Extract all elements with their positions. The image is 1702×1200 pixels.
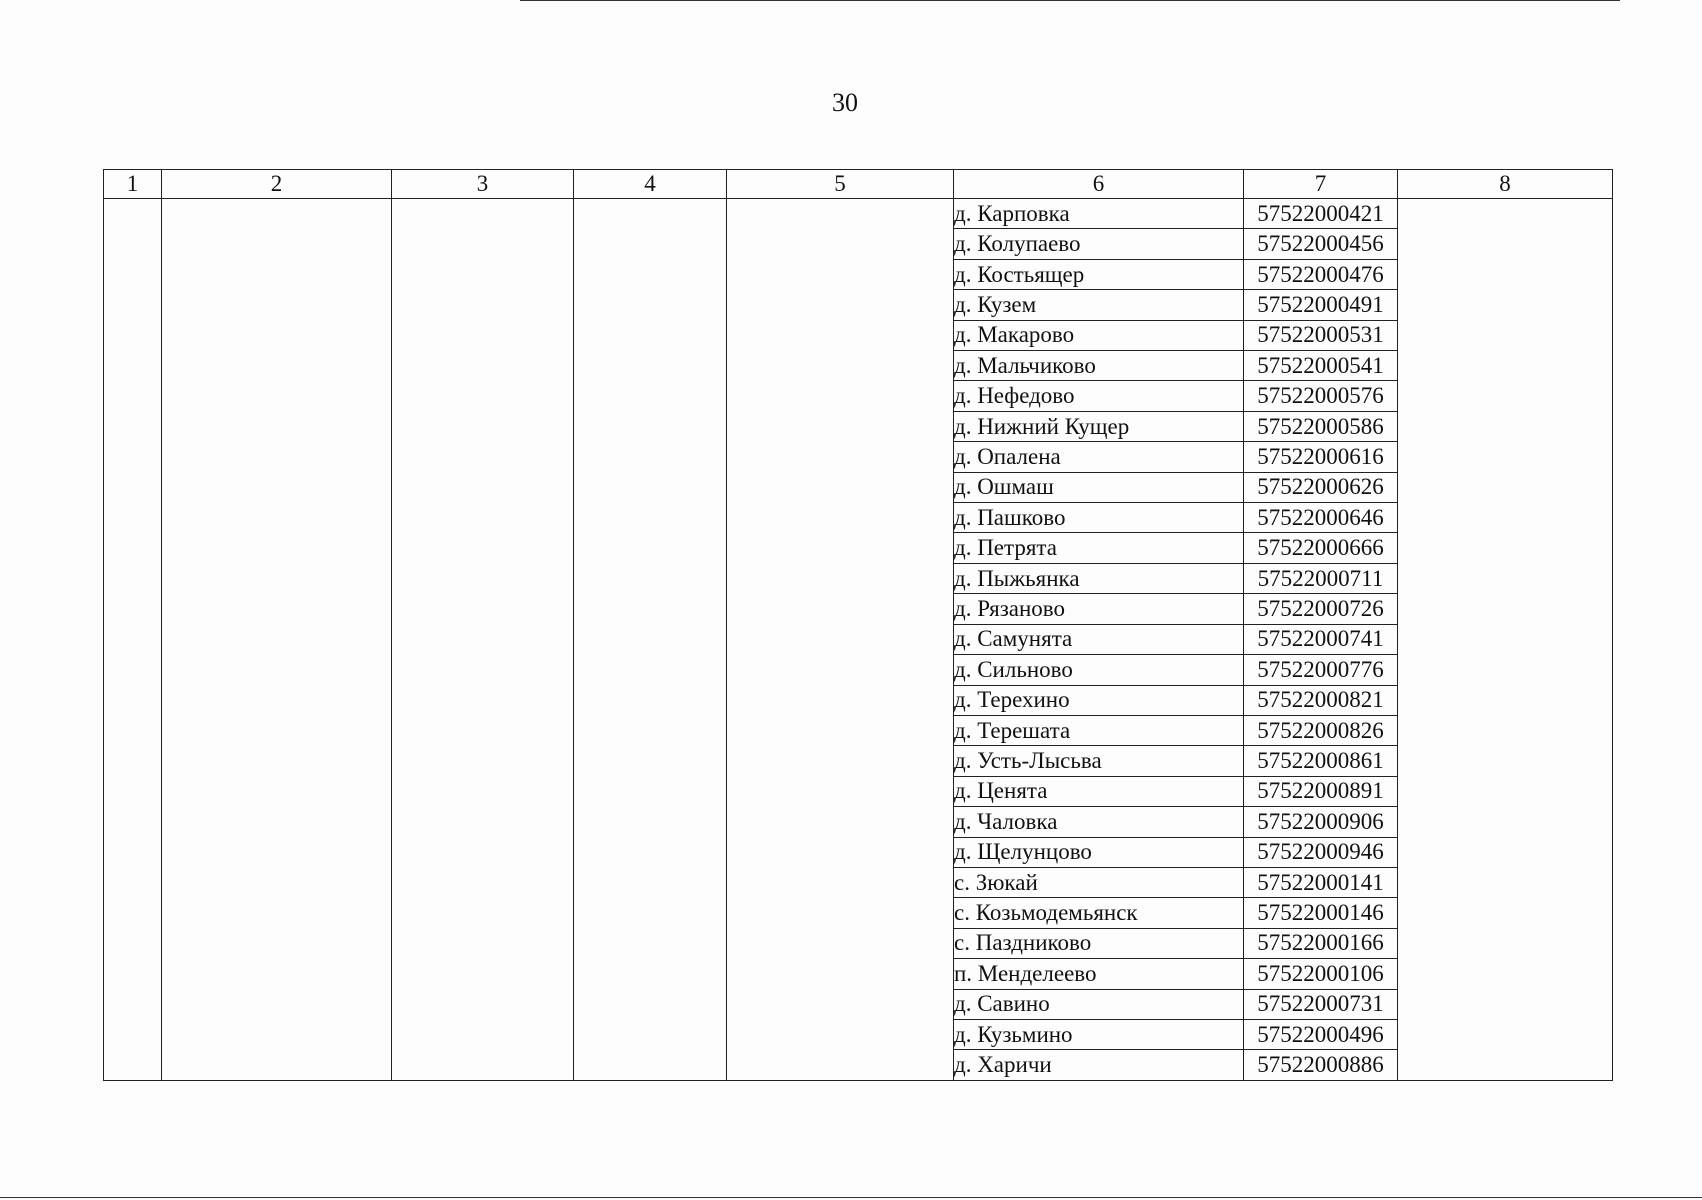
settlement-code-cell: 57522000106 — [1244, 959, 1398, 989]
settlement-name-cell: с. Козьмодемьянск — [954, 898, 1244, 928]
settlement-code-cell: 57522000826 — [1244, 715, 1398, 745]
settlement-name-cell: д. Мальчиково — [954, 351, 1244, 381]
settlement-code-cell: 57522000741 — [1244, 624, 1398, 654]
settlement-name-cell: д. Самунята — [954, 624, 1244, 654]
settlement-code-cell: 57522000616 — [1244, 442, 1398, 472]
table-row — [104, 199, 1613, 229]
column-header-5: 5 — [727, 170, 954, 199]
settlement-name-cell: д. Костьящер — [954, 259, 1244, 289]
column-header-2: 2 — [162, 170, 392, 199]
settlement-code-cell: 57522000146 — [1244, 898, 1398, 928]
settlement-name-cell: д. Щелунцово — [954, 837, 1244, 867]
settlement-name-cell: д. Чаловка — [954, 807, 1244, 837]
settlement-code-cell: 57522000166 — [1244, 928, 1398, 958]
settlement-code-cell: 57522000626 — [1244, 472, 1398, 502]
settlement-code-cell: 57522000141 — [1244, 867, 1398, 897]
settlement-name-cell: п. Менделеево — [954, 959, 1244, 989]
settlement-name-cell: д. Терехино — [954, 685, 1244, 715]
settlement-name-cell: д. Терешата — [954, 715, 1244, 745]
settlement-name-cell: д. Ошмаш — [954, 472, 1244, 502]
settlement-name-cell: д. Нижний Кущер — [954, 411, 1244, 441]
settlement-name-cell: д. Ценята — [954, 776, 1244, 806]
settlement-code-cell: 57522000496 — [1244, 1019, 1398, 1049]
settlement-code-cell: 57522000541 — [1244, 351, 1398, 381]
settlement-code-cell: 57522000891 — [1244, 776, 1398, 806]
empty-column-1-cell — [104, 199, 162, 1081]
settlement-code-cell: 57522000421 — [1244, 199, 1398, 229]
scan-edge-top — [520, 0, 1620, 1]
settlement-name-cell: д. Опалена — [954, 442, 1244, 472]
settlement-code-cell: 57522000711 — [1244, 563, 1398, 593]
settlement-code-cell: 57522000646 — [1244, 503, 1398, 533]
settlement-name-cell: д. Савино — [954, 989, 1244, 1019]
settlement-code-cell: 57522000861 — [1244, 746, 1398, 776]
settlement-code-cell: 57522000906 — [1244, 807, 1398, 837]
empty-column-4-cell — [574, 199, 727, 1081]
column-header-7: 7 — [1244, 170, 1398, 199]
settlement-code-cell: 57522000726 — [1244, 594, 1398, 624]
settlement-code-cell: 57522000531 — [1244, 320, 1398, 350]
column-header-8: 8 — [1398, 170, 1613, 199]
settlement-name-cell: д. Сильново — [954, 655, 1244, 685]
settlement-code-cell: 57522000776 — [1244, 655, 1398, 685]
table-header-row — [104, 170, 1613, 199]
settlement-name-cell: д. Макарово — [954, 320, 1244, 350]
settlement-name-cell: д. Карповка — [954, 199, 1244, 229]
settlement-name-cell: д. Кузем — [954, 290, 1244, 320]
empty-column-2-cell — [162, 199, 392, 1081]
column-header-4: 4 — [574, 170, 727, 199]
settlement-code-cell: 57522000576 — [1244, 381, 1398, 411]
page-number: 30 — [832, 88, 858, 117]
settlement-name-cell: д. Кузьмино — [954, 1019, 1244, 1049]
settlement-code-cell: 57522000666 — [1244, 533, 1398, 563]
settlement-code-cell: 57522000456 — [1244, 229, 1398, 259]
settlement-name-cell: д. Усть-Лысьва — [954, 746, 1244, 776]
settlement-name-cell: д. Рязаново — [954, 594, 1244, 624]
column-header-3: 3 — [392, 170, 574, 199]
settlement-name-cell: д. Пашково — [954, 503, 1244, 533]
column-header-1: 1 — [104, 170, 162, 199]
settlement-code-cell: 57522000491 — [1244, 290, 1398, 320]
settlement-name-cell: д. Петрята — [954, 533, 1244, 563]
settlement-code-cell: 57522000731 — [1244, 989, 1398, 1019]
settlement-code-cell: 57522000821 — [1244, 685, 1398, 715]
settlements-table — [103, 169, 1613, 1081]
scan-edge-bottom — [0, 1197, 1702, 1198]
settlement-code-cell: 57522000886 — [1244, 1050, 1398, 1081]
settlement-code-cell: 57522000586 — [1244, 411, 1398, 441]
column-header-6: 6 — [954, 170, 1244, 199]
empty-column-5-cell — [727, 199, 954, 1081]
settlement-name-cell: д. Пыжьянка — [954, 563, 1244, 593]
settlement-code-cell: 57522000476 — [1244, 259, 1398, 289]
empty-column-3-cell — [392, 199, 574, 1081]
settlement-code-cell: 57522000946 — [1244, 837, 1398, 867]
settlement-name-cell: с. Зюкай — [954, 867, 1244, 897]
settlement-name-cell: д. Колупаево — [954, 229, 1244, 259]
settlement-name-cell: с. Паздниково — [954, 928, 1244, 958]
settlement-name-cell: д. Харичи — [954, 1050, 1244, 1081]
empty-column-8-cell — [1398, 199, 1613, 1081]
settlement-name-cell: д. Нефедово — [954, 381, 1244, 411]
